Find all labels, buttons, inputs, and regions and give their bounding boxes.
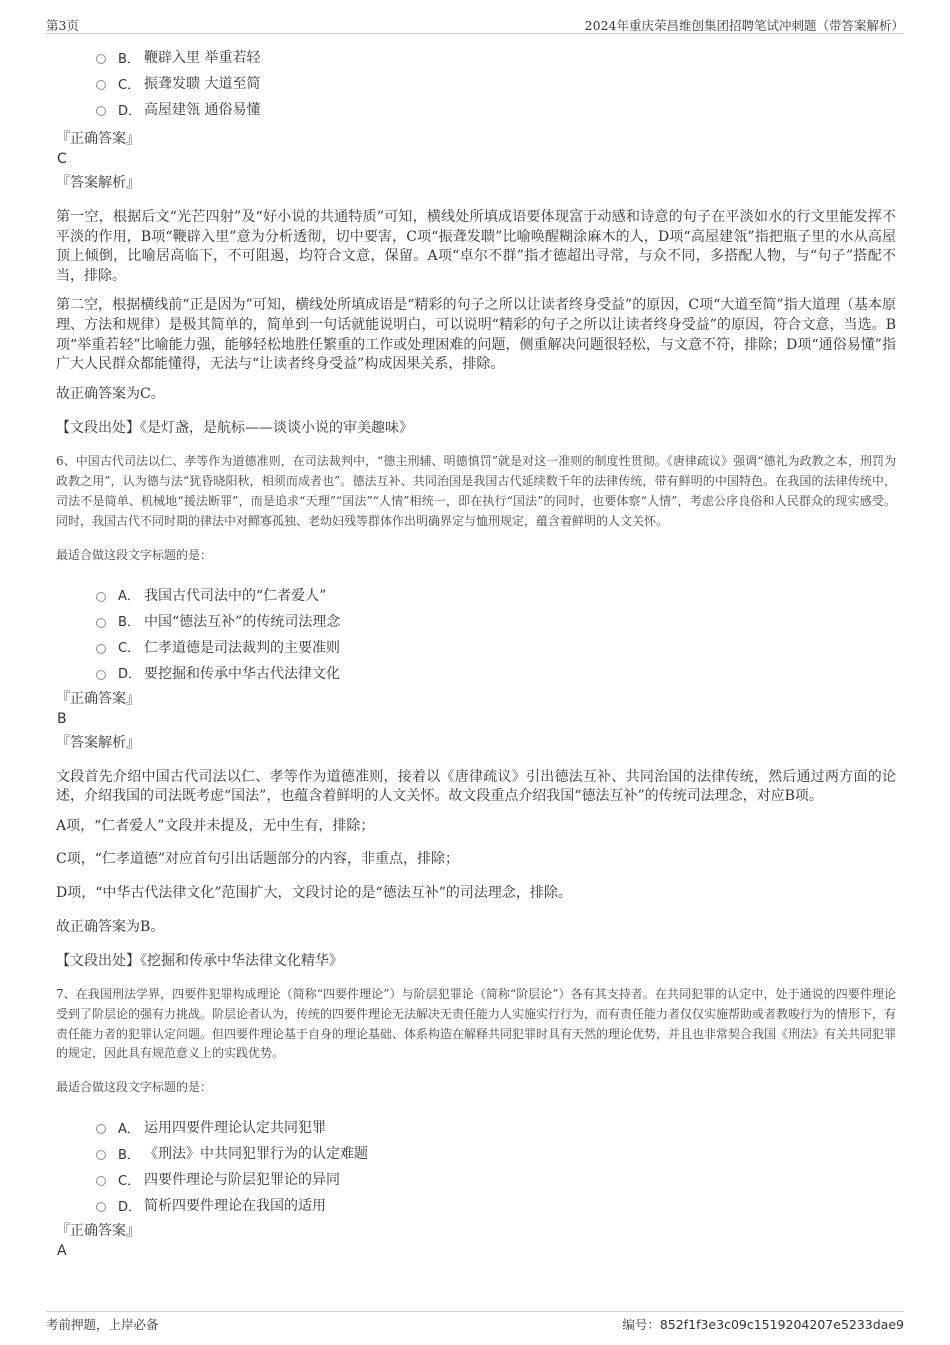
option-letter: D． bbox=[118, 1199, 142, 1215]
option-text: 我国古代司法中的“仁者爱人” bbox=[144, 587, 327, 604]
page-footer bbox=[46, 1311, 904, 1335]
analysis-paragraph: 第二空，根据横线前“正是因为”可知，横线处所填成语是“精彩的句子之所以让读者终身受益”的原因，C项“大道至简”指大道理（基本原理、方法和规律）是极其简单的，简单到一句话就能说明白，可以说明“精彩的句子之所以让读者终身受益”的原因，符合文意，当选。B项“举重若轻”比喻能力强，能够轻松地胜任繁重的工作或处理困难的问题，侧重解决问题很轻松，与文意不符，排除；D项“通俗易懂”指广大人民群众都能懂得，无法与“让读者终身受益”构成因果关系，排除。 bbox=[56, 297, 896, 373]
radio-button[interactable] bbox=[96, 54, 106, 64]
option-letter: A． bbox=[118, 589, 140, 605]
option-item[interactable] bbox=[96, 1114, 896, 1140]
code-label: 编号： bbox=[622, 1317, 660, 1332]
analysis-paragraph: D项，“中华古代法律文化”范围扩大，文段讨论的是“德法互补”的司法理念，排除。 bbox=[56, 884, 572, 901]
question-text: 6、中国古代司法以仁、孝等作为道德准则，在司法裁判中，“德主刑辅、明德慎罚”就是对这一准则的制度性贯彻。《唐律疏议》强调“德礼为政教之本，刑罚为政教之用”，认为德与法“犹昏晓阳秋，相须而成者也”。德法互补、共同治国是我国古代延续数千年的法律传统，带有鲜明的中国特色。在我国的法律传统中，司法不是简单、机械地“援法断罪”，而是追求“天理”“国法”“人情”相统一，即在执行“国法”的同时，也要体察“人情”，考虑公序良俗和人民群众的现实感受。同时，我国古代不同时期的律法中对鳏寡孤独、老幼妇残等群体作出明确界定与恤刑规定，蕴含着鲜明的人文关怀。 bbox=[56, 454, 896, 528]
option-item[interactable] bbox=[96, 70, 896, 96]
answer-label: 『正确答案』 bbox=[56, 690, 140, 707]
option-letter: A． bbox=[118, 1121, 140, 1137]
analysis-paragraph: 第一空，根据后文“光芒四射”及“好小说的共通特质”可知，横线处所填成语要体现富于动感和诗意的句子在平淡如水的行文里能发挥不平淡的作用，B项“鞭辟入里”意为分析透彻，切中要害，C项“振聋发聩”比喻唤醒糊涂麻木的人，D项“高屋建瓴”指把瓶子里的水从高屋顶上倾倒，比喻居高临下，不可阻遏，均符合文意，保留。A项“卓尔不群”指才德超出寻常，与众不同，多搭配人物，与“句子”搭配不当，排除。 bbox=[56, 209, 896, 284]
option-text: 仁孝道德是司法裁判的主要准则 bbox=[144, 639, 340, 656]
source-citation: 【文段出处】《是灯盏，是航标——谈谈小说的审美趣味》 bbox=[56, 420, 413, 437]
question-prompt: 最适合做这段文字标题的是： bbox=[56, 547, 213, 562]
option-text: 要挖掘和传承中华古代法律文化 bbox=[144, 665, 340, 682]
correct-answer: A bbox=[57, 1243, 67, 1260]
option-letter: C． bbox=[118, 1173, 141, 1189]
option-item[interactable] bbox=[96, 96, 896, 122]
option-item[interactable] bbox=[96, 634, 896, 660]
option-letter: C． bbox=[118, 77, 141, 93]
options-list bbox=[96, 1114, 896, 1218]
document-title: 2024年重庆荣昌维创集团招聘笔试冲刺题（带答案解析） bbox=[584, 18, 904, 33]
document-code bbox=[622, 1315, 904, 1333]
analysis-conclusion: 故正确答案为C。 bbox=[56, 385, 165, 402]
option-item[interactable] bbox=[96, 1192, 896, 1218]
option-text: 《刑法》中共同犯罪行为的认定难题 bbox=[144, 1146, 368, 1163]
option-text: 中国“德法互补”的传统司法理念 bbox=[144, 613, 341, 630]
source-citation: 【文段出处】《挖掘和传承中华法律文化精华》 bbox=[56, 953, 343, 970]
radio-button[interactable] bbox=[96, 644, 106, 654]
option-item[interactable] bbox=[96, 582, 896, 608]
option-letter: B． bbox=[118, 615, 140, 631]
page-content bbox=[56, 44, 896, 1260]
analysis-label: 『答案解析』 bbox=[56, 734, 140, 751]
option-text: 振聋发聩 大道至简 bbox=[144, 76, 261, 92]
options-list bbox=[96, 44, 896, 122]
option-item[interactable] bbox=[96, 608, 896, 634]
question-text: 7、在我国刑法学界，四要件犯罪构成理论（简称“四要件理论”）与阶层犯罪论（简称“阶层论”）各有其支持者。在共同犯罪的认定中，处于通说的四要件理论受到了阶层论的强有力挑战。阶层论者认为，传统的四要件理论无法解决无责任能力人实施实行行为，而有责任能力者仅仅实施帮助或者教唆行为的情形下，有责任能力者的犯罪认定问题。但四要件理论基于自身的理论基础、体系构造在解释共同犯罪时具有天然的理论优势，并且也非常契合我国《刑法》有关共同犯罪的规定，因此具有规范意义上的实践优势。 bbox=[56, 987, 897, 1061]
option-text: 鞭辟入里 举重若轻 bbox=[144, 50, 261, 66]
correct-answer: B bbox=[57, 710, 67, 727]
radio-button[interactable] bbox=[96, 106, 106, 116]
question-prompt: 最适合做这段文字标题的是： bbox=[56, 1080, 213, 1095]
analysis-conclusion: 故正确答案为B。 bbox=[56, 918, 165, 935]
option-text: 四要件理论与阶层犯罪论的异同 bbox=[144, 1172, 340, 1189]
analysis-paragraph: 文段首先介绍中国古代司法以仁、孝等作为道德准则，接着以《唐律疏议》引出德法互补、共同治国的法律传统，然后通过两方面的论述，介绍我国的司法既考虑“国法”，也蕴含着鲜明的人文关怀。故文段重点介绍我国“德法互补”的传统司法理念，对应B项。 bbox=[56, 768, 896, 805]
analysis-label: 『答案解析』 bbox=[56, 175, 140, 191]
option-letter: D． bbox=[118, 667, 142, 683]
page-number: 第3页 bbox=[46, 18, 79, 33]
option-letter: B． bbox=[118, 51, 140, 67]
analysis-paragraph: C项，“仁孝道德”对应首句引出话题部分的内容，非重点，排除； bbox=[56, 851, 460, 868]
option-letter: B． bbox=[118, 1147, 140, 1163]
radio-button[interactable] bbox=[96, 670, 106, 680]
option-item[interactable] bbox=[96, 660, 896, 686]
option-item[interactable] bbox=[96, 44, 896, 70]
answer-label: 『正确答案』 bbox=[56, 1223, 140, 1240]
code-value: 852f1f3e3c09c1519204207e5233dae9 bbox=[659, 1317, 904, 1332]
correct-answer: C bbox=[57, 151, 67, 167]
option-text: 高屋建瓴 通俗易懂 bbox=[144, 102, 261, 118]
answer-label: 『正确答案』 bbox=[56, 131, 140, 147]
radio-button[interactable] bbox=[96, 1150, 106, 1160]
option-text: 简析四要件理论在我国的适用 bbox=[144, 1198, 326, 1215]
footer-slogan: 考前押题，上岸必备 bbox=[46, 1317, 159, 1332]
option-item[interactable] bbox=[96, 1166, 896, 1192]
option-item[interactable] bbox=[96, 1140, 896, 1166]
radio-button[interactable] bbox=[96, 1124, 106, 1134]
option-letter: C． bbox=[118, 641, 141, 657]
radio-button[interactable] bbox=[96, 618, 106, 628]
radio-button[interactable] bbox=[96, 80, 106, 90]
radio-button[interactable] bbox=[96, 1202, 106, 1212]
options-list bbox=[96, 582, 896, 686]
analysis-paragraph: A项，“仁者爱人”文段并未提及，无中生有，排除； bbox=[56, 817, 375, 834]
radio-button[interactable] bbox=[96, 592, 106, 602]
option-text: 运用四要件理论认定共同犯罪 bbox=[144, 1120, 326, 1137]
page-header bbox=[46, 14, 904, 34]
option-letter: D． bbox=[118, 103, 142, 119]
radio-button[interactable] bbox=[96, 1176, 106, 1186]
